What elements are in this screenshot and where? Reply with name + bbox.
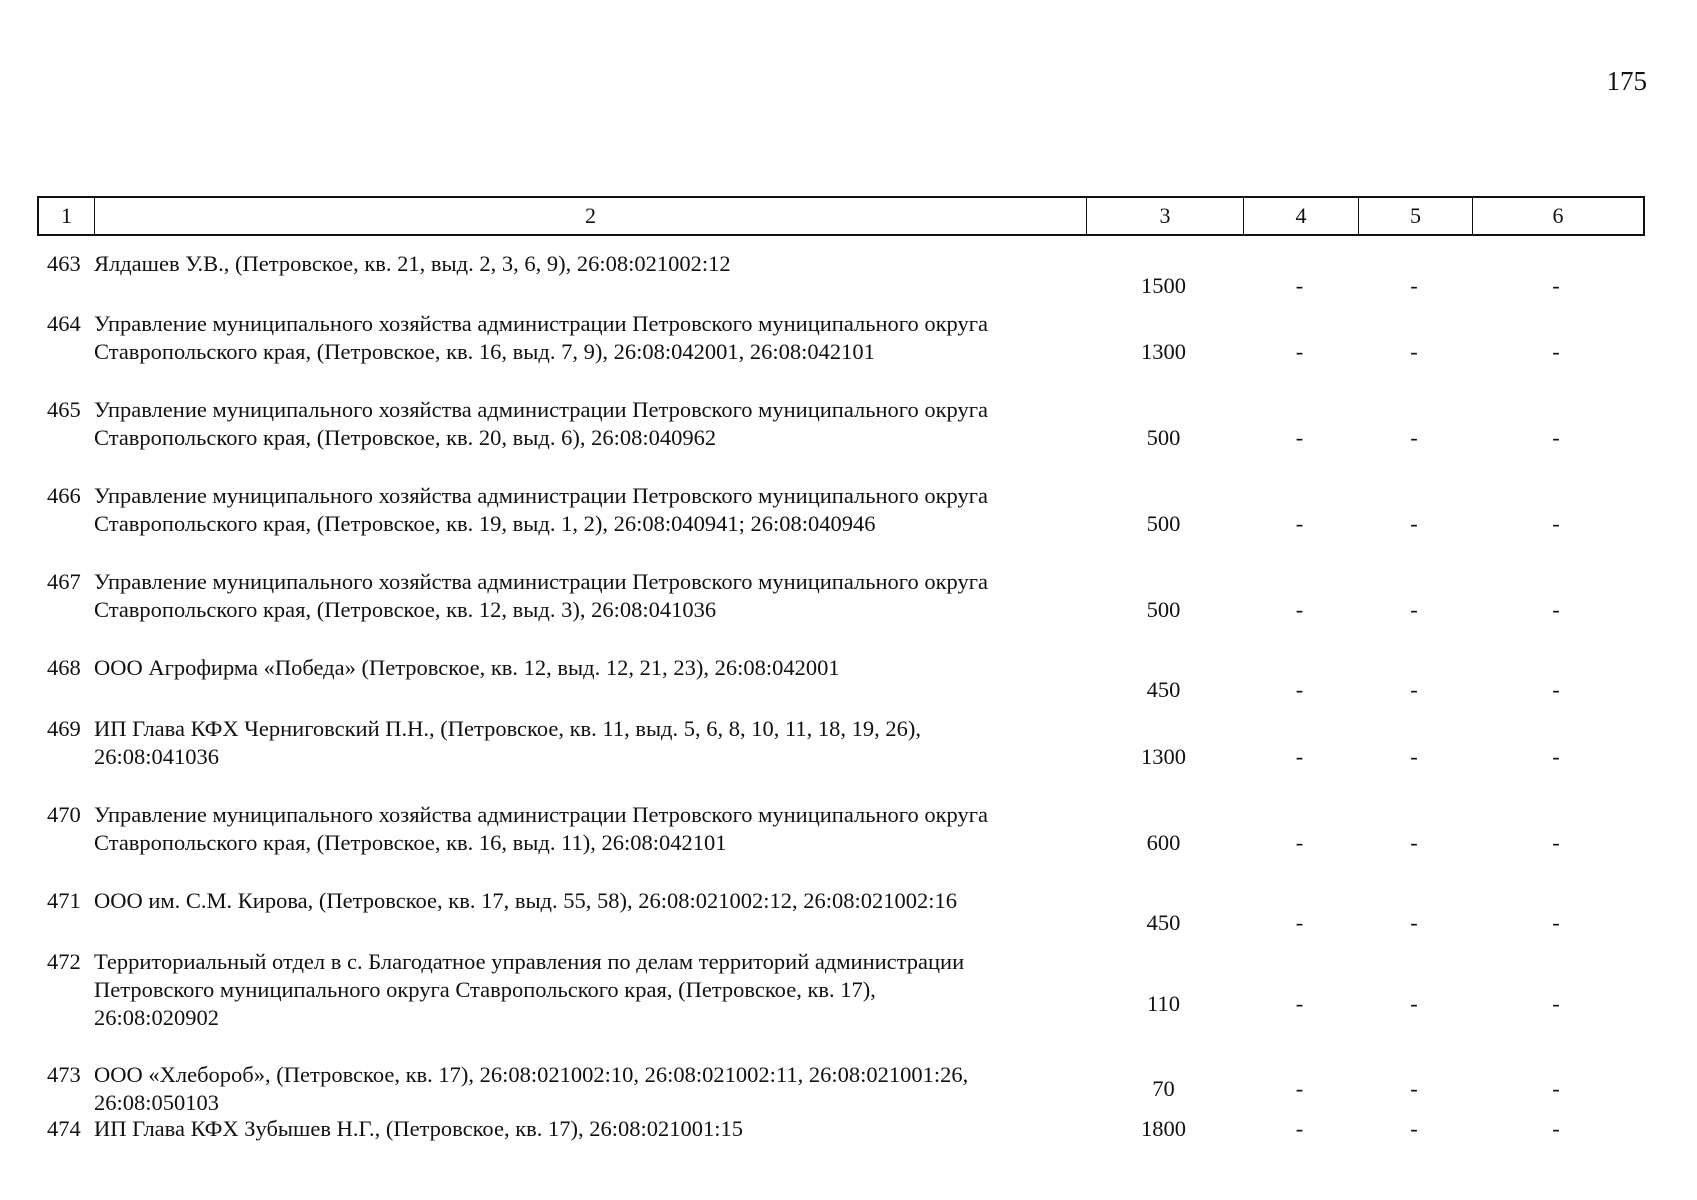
row-col-4: -: [1295, 910, 1304, 935]
row-col-6: -: [1552, 991, 1560, 1016]
table-row: [37, 887, 1645, 935]
row-col-5: -: [1410, 677, 1418, 702]
row-description: ООО «Хлебороб», (Петровское, кв. 17), 26:08:021002:10, 26:08:021002:11, 26:08:021001:26, 26:08:050103: [94, 1062, 969, 1115]
row-col-6: -: [1552, 1116, 1560, 1141]
row-col-5: -: [1410, 425, 1418, 450]
row-description: Управление муниципального хозяйства администрации Петровского муниципального округа Ставропольского края, (Петровское, кв. 19, выд. 1, 2), 26:08:040941; 26:08:040946: [94, 483, 988, 536]
row-col-4: -: [1295, 991, 1304, 1016]
row-col-4: -: [1295, 1116, 1304, 1141]
row-value: 500: [1146, 511, 1181, 536]
row-value: 1300: [1141, 339, 1186, 364]
row-col-5: -: [1410, 339, 1418, 364]
row-col-4: -: [1295, 339, 1304, 364]
table-row: [37, 801, 1645, 857]
table-row: [37, 1061, 1645, 1117]
table-row: [37, 568, 1645, 624]
row-number: 466: [47, 483, 81, 508]
row-col-4: -: [1295, 744, 1304, 769]
row-value: 450: [1146, 910, 1181, 935]
row-value: 450: [1146, 677, 1181, 702]
page-number: 175: [1606, 66, 1647, 96]
row-number: 470: [47, 802, 81, 827]
row-description: Управление муниципального хозяйства администрации Петровского муниципального округа Ставропольского края, (Петровское, кв. 16, выд. 7, 9), 26:08:042001, 26:08:042101: [94, 311, 988, 364]
table-row: [37, 250, 1645, 298]
table-row: [37, 482, 1645, 538]
row-value: 1800: [1141, 1116, 1186, 1141]
row-description: ИП Глава КФХ Зубышев Н.Г., (Петровское, кв. 17), 26:08:021001:15: [94, 1116, 743, 1141]
row-number: 469: [47, 716, 81, 741]
row-value: 70: [1152, 1076, 1175, 1101]
row-col-5: -: [1410, 511, 1418, 536]
row-value: 110: [1147, 991, 1180, 1016]
row-value: 1500: [1141, 273, 1186, 298]
table-row: [37, 715, 1645, 771]
row-number: 473: [47, 1062, 81, 1087]
row-number: 471: [47, 888, 81, 913]
row-number: 468: [47, 655, 81, 680]
row-col-5: -: [1410, 830, 1418, 855]
row-col-5: -: [1410, 991, 1418, 1016]
row-description: Ялдашев У.В., (Петровское, кв. 21, выд. 2, 3, 6, 9), 26:08:021002:12: [94, 251, 731, 276]
row-col-4: -: [1295, 273, 1304, 298]
row-value: 500: [1146, 597, 1181, 622]
row-col-4: -: [1295, 425, 1304, 450]
row-col-6: -: [1552, 425, 1560, 450]
table-row: [37, 948, 1645, 1032]
row-col-6: -: [1552, 677, 1560, 702]
header-col-4: 4: [1244, 198, 1359, 234]
row-col-6: -: [1552, 339, 1560, 364]
row-col-4: -: [1295, 677, 1304, 702]
row-col-6: -: [1552, 1076, 1560, 1101]
row-col-5: -: [1410, 597, 1418, 622]
header-col-1: 1: [39, 198, 95, 234]
row-number: 464: [47, 311, 81, 336]
row-description: Территориальный отдел в с. Благодатное управления по делам территорий администрации Петровского муниципального округа Ставропольского края, (Петровское, кв. 17), 26:08:020902: [94, 949, 965, 1030]
row-col-6: -: [1552, 511, 1560, 536]
row-number: 463: [47, 251, 81, 276]
row-description: Управление муниципального хозяйства администрации Петровского муниципального округа Ставропольского края, (Петровское, кв. 12, выд. 3), 26:08:041036: [94, 569, 988, 622]
row-description: ООО им. С.М. Кирова, (Петровское, кв. 17, выд. 55, 58), 26:08:021002:12, 26:08:021002:16: [94, 888, 958, 913]
row-col-6: -: [1552, 744, 1560, 769]
header-col-2: 2: [95, 198, 1087, 234]
row-col-5: -: [1410, 1076, 1418, 1101]
row-col-4: -: [1295, 830, 1304, 855]
table-header: [37, 196, 1645, 236]
table-row: [37, 1115, 1645, 1143]
row-col-5: -: [1410, 1116, 1418, 1141]
row-description: ИП Глава КФХ Черниговский П.Н., (Петровское, кв. 11, выд. 5, 6, 8, 10, 11, 18, 19, 26), 26:08:041036: [94, 716, 922, 769]
row-description: ООО Агрофирма «Победа» (Петровское, кв. 12, выд. 12, 21, 23), 26:08:042001: [94, 655, 840, 680]
row-col-6: -: [1552, 830, 1560, 855]
row-number: 465: [47, 397, 81, 422]
row-value: 600: [1146, 830, 1181, 855]
header-col-6: 6: [1552, 203, 1564, 228]
row-col-4: -: [1295, 597, 1304, 622]
row-col-5: -: [1410, 273, 1418, 298]
row-number: 474: [47, 1116, 81, 1141]
row-number: 472: [47, 949, 81, 974]
row-col-4: -: [1295, 1076, 1304, 1101]
row-col-6: -: [1552, 273, 1560, 298]
row-description: Управление муниципального хозяйства администрации Петровского муниципального округа Ставропольского края, (Петровское, кв. 20, выд. 6), 26:08:040962: [94, 397, 988, 450]
table-row: [37, 654, 1645, 702]
header-col-5: 5: [1359, 198, 1473, 234]
row-value: 1300: [1141, 744, 1186, 769]
table-row: [37, 310, 1645, 366]
header-col-3: 3: [1087, 198, 1244, 234]
row-col-6: -: [1552, 910, 1560, 935]
row-col-4: -: [1295, 511, 1304, 536]
row-col-5: -: [1410, 744, 1418, 769]
row-description: Управление муниципального хозяйства администрации Петровского муниципального округа Ставропольского края, (Петровское, кв. 16, выд. 11), 26:08:042101: [94, 802, 988, 855]
row-value: 500: [1146, 425, 1181, 450]
row-number: 467: [47, 569, 81, 594]
table-row: [37, 396, 1645, 452]
row-col-5: -: [1410, 910, 1418, 935]
row-col-6: -: [1552, 597, 1560, 622]
